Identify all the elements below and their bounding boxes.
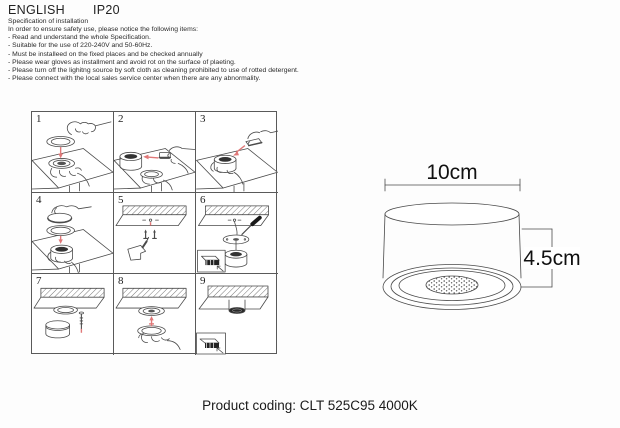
installation-steps-grid — [31, 111, 277, 354]
spec-title: Specification of installation — [8, 18, 89, 25]
switch-off-power-inset — [197, 250, 225, 272]
installation-step-cell — [32, 193, 114, 274]
installation-step-cell — [114, 193, 196, 274]
step-3-press-module-illustration — [196, 112, 278, 192]
installation-step-cell — [114, 274, 196, 355]
header — [8, 3, 120, 17]
step-number: 5 — [118, 194, 124, 206]
spec-item: - Please wear gloves as installment and avoid rot on the surface of plaeting. — [8, 58, 236, 66]
red-up-arrow — [149, 316, 154, 326]
step-7-screw-fixture-illustration — [32, 274, 113, 355]
spec-intro: In order to ensure safety use, please notice the following items: — [8, 26, 199, 34]
installation-step-cell — [32, 274, 114, 355]
step-number: 9 — [200, 275, 206, 287]
spec-item: - Please turn off the lighitng source by soft cloth as cleaning prohibited to use of rotted detergent. — [8, 66, 299, 74]
installation-step-cell — [196, 112, 278, 193]
diameter-dimension-label: 10cm — [426, 161, 478, 184]
step-2-insert-module-illustration — [114, 112, 195, 192]
step-6-wire-and-fix-plate-illustration — [196, 193, 278, 273]
spec-item: - Read and understand the whole Specification. — [8, 34, 151, 42]
step-number: 4 — [36, 194, 42, 206]
step-9-finished-mount-illustration — [196, 274, 278, 355]
step-number: 6 — [200, 194, 206, 206]
installation-step-cell — [196, 274, 278, 355]
step-number: 2 — [118, 113, 124, 125]
step-1-place-ring-illustration — [32, 112, 113, 192]
switch-on-power-inset — [197, 333, 226, 354]
spec-item: - Must be installeed on the fixed places and be checked annually — [8, 50, 203, 58]
language-label: ENGLISH — [8, 3, 65, 17]
installation-step-cell — [196, 193, 278, 274]
step-number: 3 — [200, 113, 206, 125]
spec-item: - Please connect with the local sales service center when there are any abnormality. — [8, 75, 261, 83]
height-dimension-label: 4.5cm — [523, 247, 581, 270]
step-4-place-cover-illustration — [32, 193, 113, 273]
step-8-attach-ring-illustration — [114, 274, 195, 355]
step-5-drill-ceiling-illustration — [114, 193, 195, 273]
installation-step-cell — [114, 112, 196, 193]
product-coding-label: Product coding: CLT 525C95 4000K — [202, 398, 418, 413]
ceiling-light-drawing — [368, 148, 620, 330]
specification-block — [8, 18, 299, 83]
led-array — [426, 276, 478, 294]
step-number: 1 — [36, 113, 42, 125]
step-number: 7 — [36, 275, 42, 287]
ip-rating-label: IP20 — [93, 3, 120, 17]
step-number: 8 — [118, 275, 124, 287]
spec-item: - Suitable for the use of 220-240V and 50-60Hz. — [8, 42, 153, 50]
product-dimension-diagram — [368, 148, 620, 330]
installation-step-cell — [32, 112, 114, 193]
